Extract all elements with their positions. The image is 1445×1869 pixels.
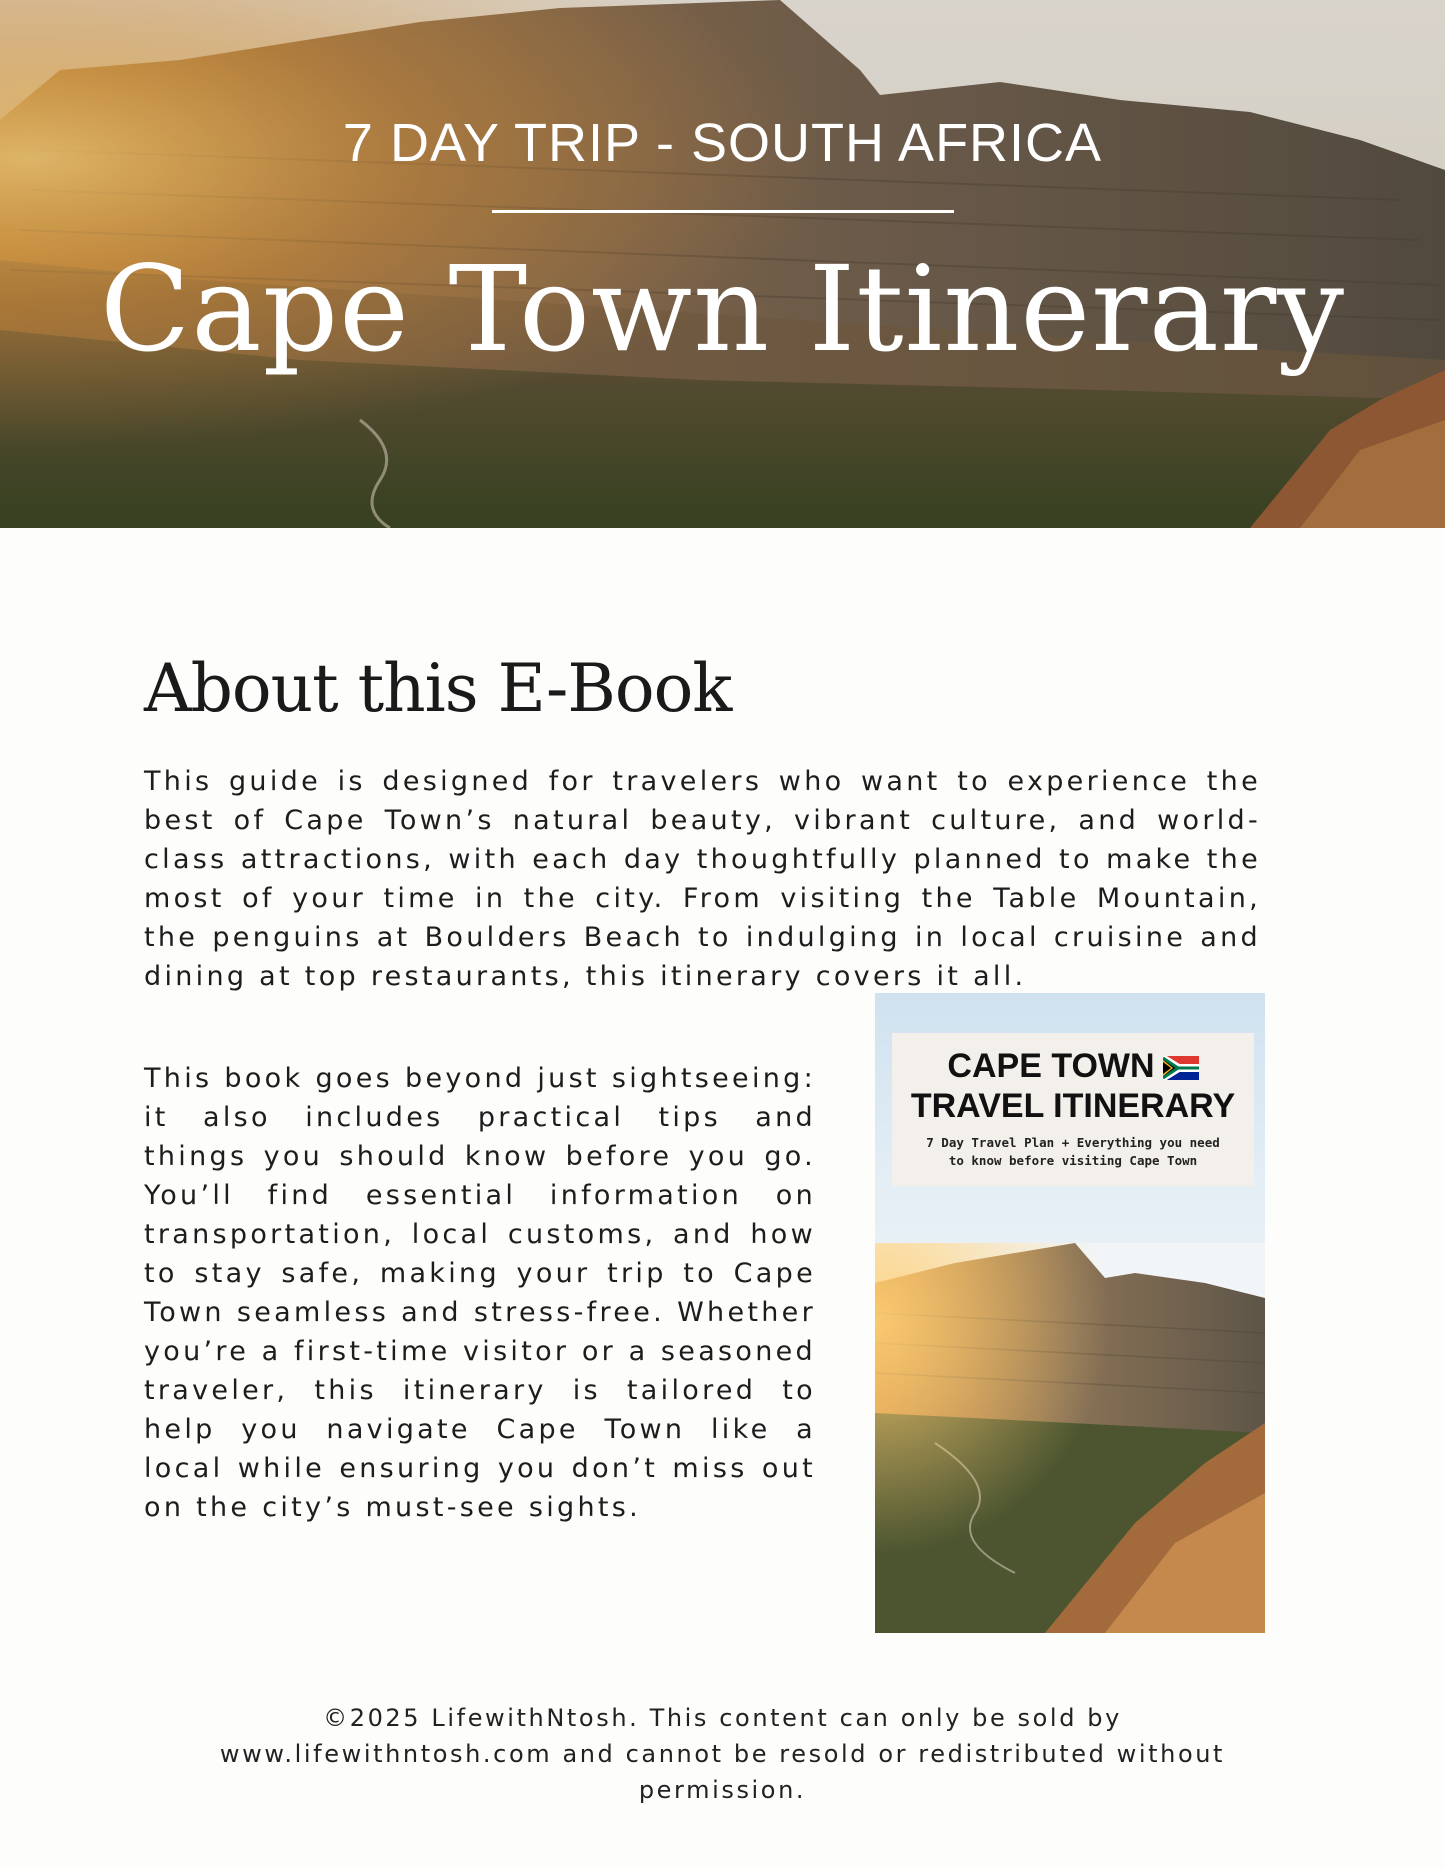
cover-subtitle-2: to know before visiting Cape Town: [948, 1153, 1198, 1168]
hero-banner: [0, 0, 1445, 528]
hero-title: Cape Town Itinerary: [99, 240, 1346, 378]
intro-paragraph: This guide is designed for travelers who want to experience the best of Cape Town’s natural beauty, vibrant culture, and world-class attractions, with each day thoughtfully planned to make the most of your time in the city. From visiting the Table Mountain, the penguins at Boulders Beach to indulging in local cruisine and dining at top restaurants, this itinerary covers it all.: [144, 766, 1261, 992]
section-heading: About this E-Book: [144, 650, 732, 727]
hero-divider: [492, 210, 954, 213]
cover-title-card: [892, 1033, 1254, 1186]
copyright-footer: ©2025 LifewithNtosh. This content can only be sold by www.lifewithntosh.com and cannot be resold or redistributed without permission.: [219, 1704, 1226, 1804]
hero-kicker: 7 DAY TRIP - SOUTH AFRICA: [342, 113, 1103, 173]
south-africa-flag-icon: [1163, 1056, 1199, 1080]
details-paragraph: This book goes beyond just sightseeing: it also includes practical tips and things you should know before you go. You’ll find essential information on transportation, local customs, and how to stay safe, making your trip to Cape Town seamless and stress-free. Whether you’re a first-time visitor or a seasoned traveler, this itinerary is tailored to help you navigate Cape Town like a local while ensuring you don’t miss out on the city’s must-see sights.: [144, 1063, 816, 1523]
cover-mountain-photo: [875, 1243, 1265, 1633]
ebook-cover-image: [875, 993, 1265, 1633]
cover-subtitle-1: 7 Day Travel Plan + Everything you need: [926, 1135, 1220, 1150]
cover-title-line-1: CAPE TOWN: [947, 1047, 1155, 1085]
cover-title-line-2: TRAVEL ITINERARY: [910, 1087, 1236, 1125]
